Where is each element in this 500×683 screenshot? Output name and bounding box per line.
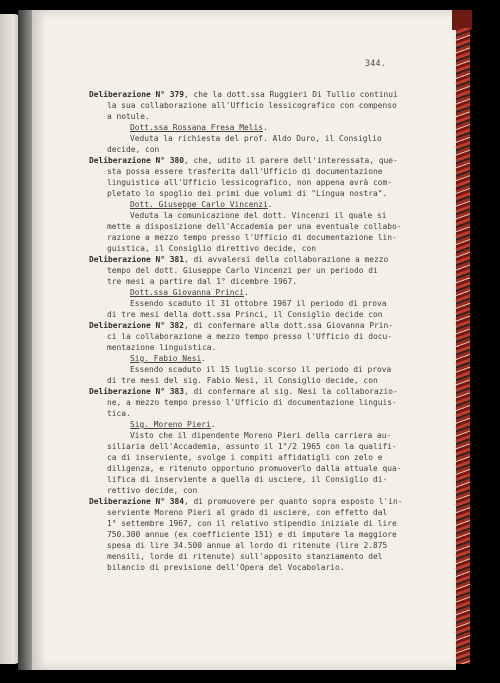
marbled-page-edge [456, 28, 470, 664]
deliberation-line [89, 321, 393, 330]
line-text: tre mesi a partire dal 1° dicembre 1967. [107, 277, 298, 286]
line-text: . [244, 288, 249, 297]
person-name-heading: Sig. Fabio Nesi [130, 354, 202, 363]
person-name-heading: Sig. Moreno Pieri [130, 420, 211, 429]
section-heading-line [130, 354, 206, 363]
text-line [107, 475, 387, 484]
text-line [107, 442, 397, 451]
text-line [107, 167, 383, 176]
line-text: ci la collaborazione a mezzo tempo presso l'Ufficio di docu- [107, 332, 393, 341]
cover-corner [452, 10, 472, 30]
line-text: , di confermare al sig. Nesi la collaborazio- [184, 387, 398, 396]
text-line [107, 244, 316, 253]
text-line [107, 266, 378, 275]
line-text: pletato lo spoglio dei primi due volumi di "Lingua nostra". [107, 189, 388, 198]
line-text: . [210, 420, 216, 429]
deliberation-number: Deliberazione N° 381 [89, 255, 185, 264]
text-line [107, 464, 402, 473]
line-text: , che la dott.ssa Ruggieri Di Tullio continui [184, 90, 398, 99]
text-line [107, 178, 392, 187]
line-text: . [267, 200, 273, 209]
section-heading-line [130, 420, 216, 429]
text-line [107, 530, 397, 539]
text-line [107, 343, 216, 352]
line-text: Veduta la richiesta del prof. Aldo Duro, il Consiglio [130, 134, 382, 143]
text-line [130, 431, 391, 440]
deliberation-line [89, 156, 398, 165]
text-line [107, 101, 397, 110]
line-text: sta possa essere trasferita dall'Ufficio di documentazione [107, 167, 383, 176]
line-text: la sua collaborazione all'Ufficio lessicografico con compenso [107, 101, 397, 110]
line-text: . [201, 354, 207, 363]
line-text: mentazione linguistica. [107, 343, 217, 352]
text-line [107, 310, 383, 319]
deliberation-line [89, 497, 403, 506]
deliberation-number: Deliberazione N° 383 [89, 387, 185, 396]
deliberation-number: Deliberazione N° 380 [89, 156, 185, 165]
person-name-heading: Dott. Giuseppe Carlo Vincenzi [130, 200, 268, 209]
text-line [107, 552, 383, 561]
deliberation-line [89, 90, 398, 99]
section-heading-line [130, 123, 268, 132]
text-line [107, 519, 397, 528]
text-line [130, 365, 391, 374]
line-text: ca di inserviente, svolge i compiti affidatigli con zelo e [107, 453, 383, 462]
line-text: rettivo decide, con [107, 486, 198, 495]
line-text: Essendo scaduto il 31 ottobre 1967 il periodo di prova [130, 299, 387, 308]
text-line [107, 277, 297, 286]
line-text: Veduta la comunicazione del dott. Vincenzi il quale si [130, 211, 387, 220]
line-text: tica. [107, 409, 131, 418]
line-text: lifica di inserviente a quella di usciere, il Consiglio di- [107, 475, 388, 484]
line-text: spesa di lire 34.500 annue al lordo di ritenute (lire 2.875 [107, 541, 388, 550]
line-text: , di promuovere per quanto sopra esposto l'in- [184, 497, 403, 506]
line-text: diligenza, e ritenuto opportuno promuoverlo dalla attuale qua- [107, 464, 402, 473]
text-line [107, 398, 397, 407]
line-text: Essendo scaduto il 15 luglio scorso il periodo di prova [130, 365, 392, 374]
line-text: a notule. [107, 112, 150, 121]
text-line [107, 112, 150, 121]
line-text: guistica, il Consiglio direttivo decide, con [107, 244, 317, 253]
deliberation-number: Deliberazione N° 384 [89, 497, 185, 506]
deliberation-number: Deliberazione N° 379 [89, 90, 185, 99]
page-number: 344. [365, 58, 386, 68]
text-line [130, 299, 387, 308]
line-text: linguistica all'Ufficio lessicografico, non appena avrà com- [107, 178, 393, 187]
text-line [107, 222, 402, 231]
text-line [107, 145, 159, 154]
line-text: decide, con [107, 145, 160, 154]
line-text: serviente Moreno Pieri al grado di usciere, con effetto dal [107, 508, 388, 517]
text-line [107, 189, 387, 198]
text-line [107, 541, 387, 550]
text-line [107, 486, 197, 495]
line-text: mensili, lorde di ritenute) sull'apposito stanziamento del [107, 552, 383, 561]
line-text: 1° settembre 1967, con il relativo stipendio iniziale di lire [107, 519, 397, 528]
line-text: bilancio di previsione dell'Opera del Vocabolario. [107, 563, 345, 572]
line-text: , di confermare alla dott.ssa Giovanna Prin- [184, 321, 394, 330]
section-heading-line [130, 200, 273, 209]
line-text: . [263, 123, 268, 132]
person-name-heading: Dott.ssa Giovanna Princi [130, 288, 245, 297]
person-name-heading: Dott.ssa Rossana Fresa Melis [130, 123, 264, 132]
deliberation-number: Deliberazione N° 382 [89, 321, 185, 330]
line-text: razione a mezzo tempo presso l'Ufficio di documentazione lin- [107, 233, 397, 242]
text-line [107, 332, 392, 341]
text-line [107, 409, 131, 418]
text-line [130, 134, 382, 143]
line-text: di tre mesi del sig. Fabio Nesi, il Consiglio decide, con [107, 376, 378, 385]
line-text: tempo del dott. Giuseppe Carlo Vincenzi per un periodo di [107, 266, 378, 275]
line-text: di tre mesi della dott.ssa Princi, il Consiglio decide con [107, 310, 383, 319]
text-line [130, 211, 387, 220]
line-text: mette a disposizione dell'Accademia per una eventuale collabo- [107, 222, 402, 231]
line-text: , di avvalersi della collaborazione a mezzo [184, 255, 389, 264]
text-line [107, 233, 397, 242]
text-line [107, 563, 345, 572]
line-text: 750.300 annue (ex coefficiente 151) e di imputare la maggiore [107, 530, 397, 539]
deliberation-line [89, 387, 398, 396]
deliberation-line [89, 255, 388, 264]
section-heading-line [130, 288, 249, 297]
line-text: , che, udito il parere dell'interessata, que- [184, 156, 398, 165]
line-text: siliaria dell'Accademia, assunto il 1°/2 1965 con la qualifi- [107, 442, 397, 451]
text-line [107, 376, 378, 385]
text-line [107, 508, 387, 517]
line-text: ne, a mezzo tempo presso l'Ufficio di documentazione linguis- [107, 398, 397, 407]
text-line [107, 453, 383, 462]
line-text: Visto che il dipendente Moreno Pieri della carriera au- [130, 431, 392, 440]
